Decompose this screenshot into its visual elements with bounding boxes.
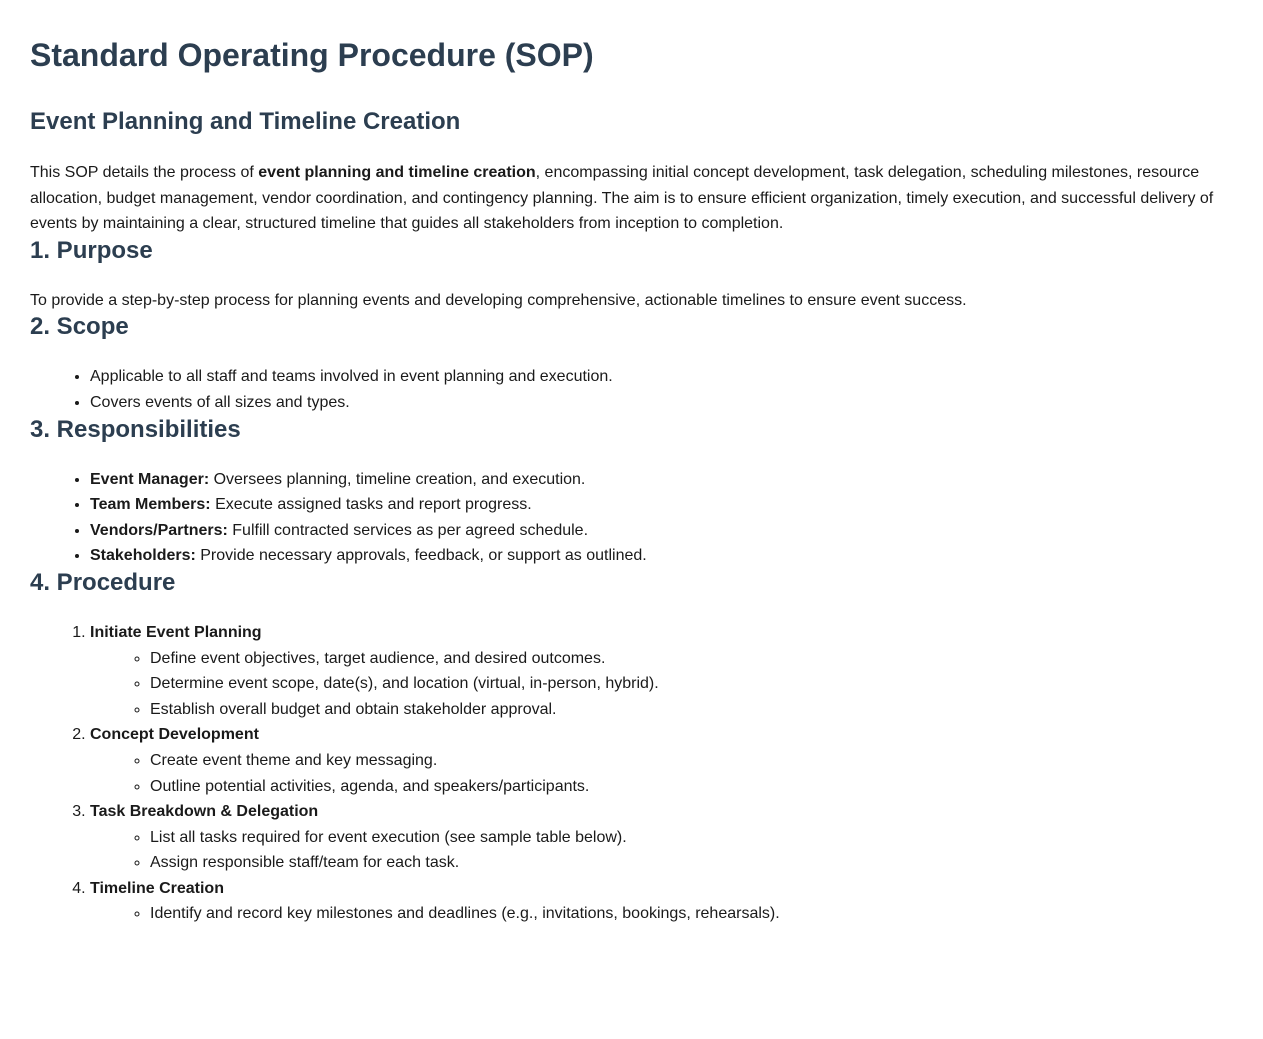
substep-item: ◦ List all tasks required for event execution (see sample table below). xyxy=(150,825,1233,851)
role-description: Fulfill contracted services as per agreed schedule. xyxy=(227,521,589,539)
substep-item: ◦ Define event objectives, target audience, and desired outcomes. xyxy=(150,646,1233,672)
step-title: Task Breakdown & Delegation xyxy=(90,803,319,821)
procedure-heading: 4. Procedure xyxy=(30,568,176,596)
page-title: Standard Operating Procedure (SOP) xyxy=(30,37,594,73)
scope-item: • Applicable to all staff and teams involved in event planning and execution. xyxy=(90,364,1233,390)
responsibilities-heading: 3. Responsibilities xyxy=(30,415,241,443)
scope-heading: 2. Scope xyxy=(30,313,129,341)
substep-item: ◦ Assign responsible staff/team for each task. xyxy=(150,850,1233,876)
scope-item: • Covers events of all sizes and types. xyxy=(90,390,1233,416)
substep-item: ◦ Identify and record key milestones and deadlines (e.g., invitations, bookings, rehearsals). xyxy=(150,901,1233,927)
step-title: Initiate Event Planning xyxy=(90,623,262,641)
step-substeps xyxy=(90,901,1233,927)
step-substeps xyxy=(90,646,1233,723)
step-title: Concept Development xyxy=(90,726,259,744)
intro-emphasis: event planning and timeline creation xyxy=(258,164,536,181)
step-substeps xyxy=(90,748,1233,799)
responsibilities-list xyxy=(30,467,1233,569)
role-description: Provide necessary approvals, feedback, or support as outlined. xyxy=(195,547,647,565)
responsibility-item xyxy=(90,467,1233,493)
role-name: Vendors/Partners: xyxy=(90,521,228,539)
responsibility-item xyxy=(90,518,1233,544)
procedure-step xyxy=(90,876,1233,927)
responsibility-item xyxy=(90,543,1233,569)
procedure-step xyxy=(90,722,1233,799)
role-name: Team Members: xyxy=(90,496,211,514)
substep-item: ◦ Determine event scope, date(s), and location (virtual, in-person, hybrid). xyxy=(150,671,1233,697)
substep-item: ◦ Create event theme and key messaging. xyxy=(150,748,1233,774)
step-title: Timeline Creation xyxy=(90,879,224,897)
role-description: Execute assigned tasks and report progress. xyxy=(210,496,532,514)
procedure-step xyxy=(90,799,1233,876)
step-substeps xyxy=(90,825,1233,876)
role-name: Stakeholders: xyxy=(90,547,196,565)
procedure-step xyxy=(90,620,1233,722)
intro-text-start: This SOP details the process of xyxy=(30,164,259,181)
role-description: Oversees planning, timeline creation, and execution. xyxy=(209,470,586,488)
intro-paragraph xyxy=(30,160,1233,237)
role-name: Event Manager: xyxy=(90,470,210,488)
responsibility-item xyxy=(90,492,1233,518)
procedure-steps xyxy=(30,620,1233,927)
document-subtitle: Event Planning and Timeline Creation xyxy=(30,108,461,135)
scope-list xyxy=(30,364,1233,415)
purpose-heading: 1. Purpose xyxy=(30,236,153,264)
substep-item: ◦ Establish overall budget and obtain stakeholder approval. xyxy=(150,697,1233,723)
intro-text-end: , encompassing initial concept development, task delegation, scheduling milestones, resource allocation, budget management, vendor coordination, and contingency planning. The aim is to ensure efficient organization, timely execution, and successful delivery of events by maintaining a clear, structured timeline that guides all stakeholders from inception to completion. xyxy=(30,164,1214,233)
purpose-text: To provide a step-by-step process for planning events and developing comprehensive, actionable timelines to ensure event success. xyxy=(30,291,967,309)
substep-item: ◦ Outline potential activities, agenda, and speakers/participants. xyxy=(150,774,1233,800)
